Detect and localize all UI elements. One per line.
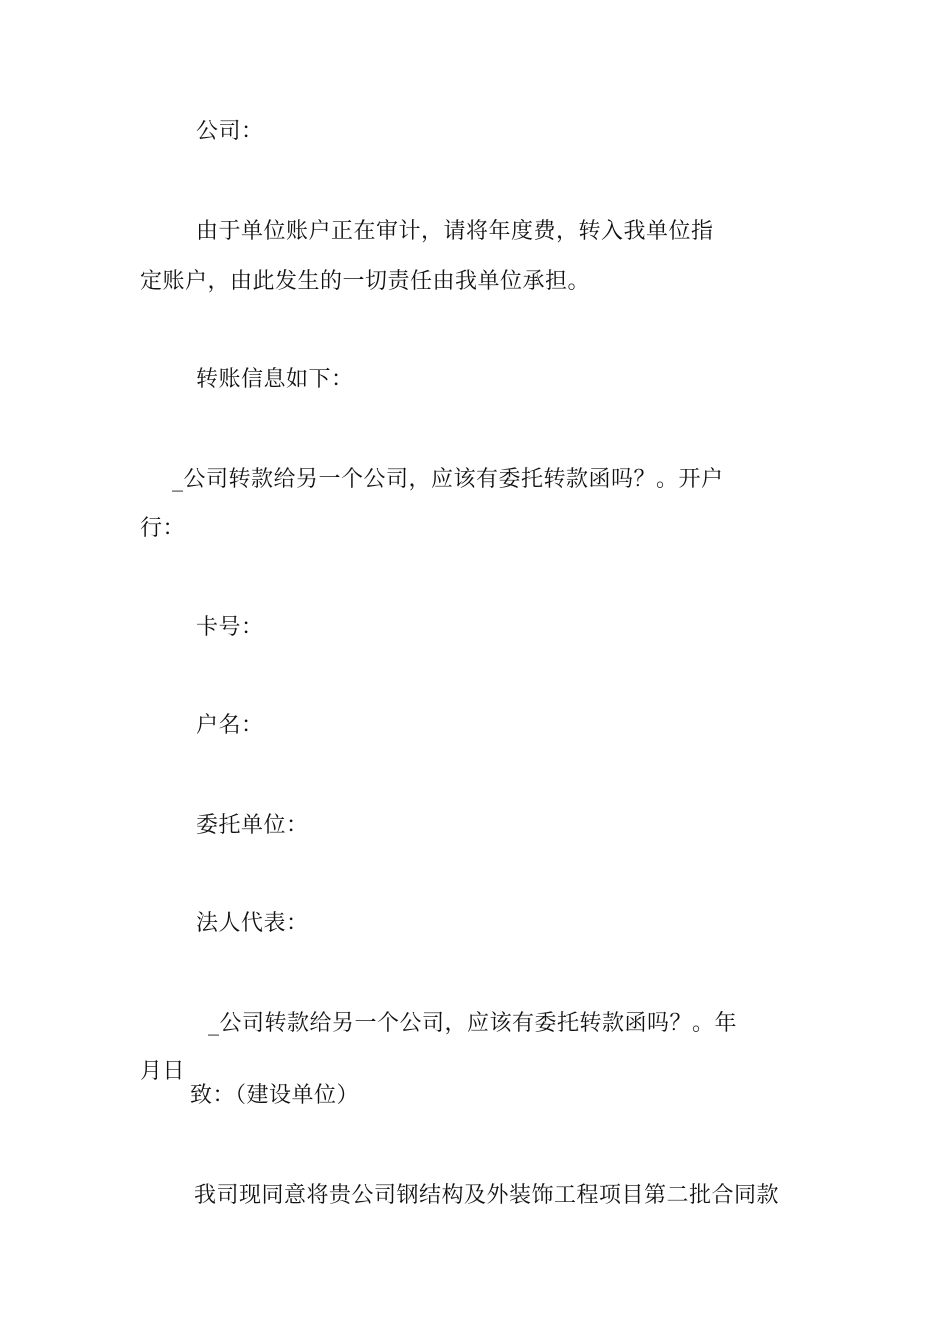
entrusting-unit-label: 委托单位：: [196, 813, 309, 838]
transfer-info-heading: 转账信息如下：: [196, 367, 354, 392]
card-number-label: 卡号：: [196, 615, 264, 640]
bank-line-1: _公司转款给另一个公司，应该有委托转款函吗？。开户: [172, 467, 724, 492]
paragraph-payment-line: 我司现同意将贵公司钢结构及外装饰工程项目第二批合同款: [194, 1183, 780, 1208]
paragraph-audit-line-2: 定账户，由此发生的一切责任由我单位承担。: [140, 269, 591, 294]
legal-representative-label: 法人代表：: [196, 911, 309, 936]
account-name-label: 户名：: [196, 713, 264, 738]
bank-line-2: 行：: [140, 516, 186, 541]
date-line-1: _公司转款给另一个公司，应该有委托转款函吗？。年: [208, 1011, 738, 1036]
date-line-2: 月日: [140, 1059, 186, 1084]
paragraph-audit-line-1: 由于单位账户正在审计，请将年度费，转入我单位指: [196, 219, 714, 244]
salutation-company: 公司：: [196, 119, 264, 144]
addressee-line: 致：（建设单位）: [190, 1083, 360, 1108]
